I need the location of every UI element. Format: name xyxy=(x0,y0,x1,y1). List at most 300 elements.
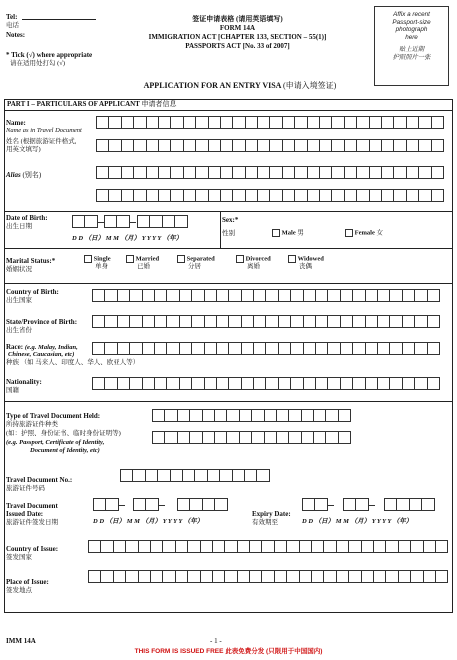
char-box[interactable] xyxy=(142,289,155,302)
char-box[interactable] xyxy=(100,540,113,553)
char-box[interactable] xyxy=(319,139,332,152)
char-box[interactable] xyxy=(278,315,291,328)
char-box[interactable] xyxy=(191,315,204,328)
char-box[interactable] xyxy=(232,189,245,202)
char-box[interactable] xyxy=(249,570,262,583)
char-box[interactable] xyxy=(377,377,390,390)
char-box[interactable] xyxy=(96,166,109,179)
char-box[interactable] xyxy=(377,315,390,328)
char-box[interactable] xyxy=(104,315,117,328)
char-box[interactable] xyxy=(133,166,146,179)
char-box[interactable] xyxy=(423,540,436,553)
char-box[interactable] xyxy=(191,342,204,355)
char-box[interactable] xyxy=(431,189,444,202)
char-box[interactable] xyxy=(142,315,155,328)
char-box[interactable] xyxy=(365,377,378,390)
char-box[interactable] xyxy=(384,498,397,511)
char-box[interactable] xyxy=(313,409,326,422)
char-box[interactable] xyxy=(303,289,316,302)
char-box[interactable] xyxy=(187,540,200,553)
alias-row-2[interactable] xyxy=(96,189,443,202)
char-box[interactable] xyxy=(195,116,208,129)
name-row-2[interactable] xyxy=(96,139,443,152)
char-box[interactable] xyxy=(393,116,406,129)
char-box[interactable] xyxy=(220,139,233,152)
char-box[interactable] xyxy=(264,431,277,444)
married-checkbox[interactable] xyxy=(126,255,134,263)
char-box[interactable] xyxy=(286,570,299,583)
char-box[interactable] xyxy=(93,498,106,511)
char-box[interactable] xyxy=(108,166,121,179)
char-box[interactable] xyxy=(239,431,252,444)
char-box[interactable] xyxy=(133,189,146,202)
char-box[interactable] xyxy=(303,377,316,390)
char-box[interactable] xyxy=(220,166,233,179)
char-box[interactable] xyxy=(154,289,167,302)
char-box[interactable] xyxy=(356,166,369,179)
char-box[interactable] xyxy=(414,289,427,302)
char-box[interactable] xyxy=(274,540,287,553)
char-box[interactable] xyxy=(331,116,344,129)
char-box[interactable] xyxy=(325,431,338,444)
char-box[interactable] xyxy=(381,189,394,202)
coi-row[interactable] xyxy=(88,540,447,553)
char-box[interactable] xyxy=(245,189,258,202)
char-box[interactable] xyxy=(146,139,159,152)
char-box[interactable] xyxy=(142,377,155,390)
char-box[interactable] xyxy=(253,289,266,302)
char-box[interactable] xyxy=(278,377,291,390)
expiry-mm[interactable] xyxy=(343,498,368,511)
char-box[interactable] xyxy=(282,166,295,179)
char-box[interactable] xyxy=(72,215,85,228)
char-box[interactable] xyxy=(249,540,262,553)
char-box[interactable] xyxy=(393,139,406,152)
dob-mm[interactable] xyxy=(104,215,129,228)
char-box[interactable] xyxy=(253,315,266,328)
char-box[interactable] xyxy=(177,431,190,444)
char-box[interactable] xyxy=(175,540,188,553)
char-box[interactable] xyxy=(315,342,328,355)
char-box[interactable] xyxy=(228,289,241,302)
tdn-row[interactable] xyxy=(120,469,269,482)
char-box[interactable] xyxy=(340,377,353,390)
char-box[interactable] xyxy=(323,570,336,583)
char-box[interactable] xyxy=(265,342,278,355)
char-box[interactable] xyxy=(183,139,196,152)
char-box[interactable] xyxy=(237,540,250,553)
female-option[interactable]: Female 女 xyxy=(345,229,383,237)
char-box[interactable] xyxy=(365,289,378,302)
char-box[interactable] xyxy=(265,315,278,328)
char-box[interactable] xyxy=(261,570,274,583)
char-box[interactable] xyxy=(265,377,278,390)
char-box[interactable] xyxy=(146,189,159,202)
char-box[interactable] xyxy=(365,342,378,355)
char-box[interactable] xyxy=(414,377,427,390)
char-box[interactable] xyxy=(396,498,409,511)
divorced-checkbox[interactable] xyxy=(236,255,244,263)
char-box[interactable] xyxy=(166,377,179,390)
char-box[interactable] xyxy=(204,289,217,302)
char-box[interactable] xyxy=(398,540,411,553)
char-box[interactable] xyxy=(257,116,270,129)
char-box[interactable] xyxy=(241,342,254,355)
char-box[interactable] xyxy=(204,377,217,390)
char-box[interactable] xyxy=(105,498,118,511)
char-box[interactable] xyxy=(282,139,295,152)
char-box[interactable] xyxy=(170,189,183,202)
char-box[interactable] xyxy=(257,166,270,179)
char-box[interactable] xyxy=(104,289,117,302)
char-box[interactable] xyxy=(269,139,282,152)
char-box[interactable] xyxy=(301,431,314,444)
char-box[interactable] xyxy=(315,315,328,328)
widowed-checkbox[interactable] xyxy=(288,255,296,263)
char-box[interactable] xyxy=(224,540,237,553)
char-box[interactable] xyxy=(129,377,142,390)
char-box[interactable] xyxy=(385,570,398,583)
char-box[interactable] xyxy=(410,540,423,553)
char-box[interactable] xyxy=(179,315,192,328)
char-box[interactable] xyxy=(244,469,257,482)
char-box[interactable] xyxy=(418,116,431,129)
char-box[interactable] xyxy=(150,540,163,553)
char-box[interactable] xyxy=(220,116,233,129)
char-box[interactable] xyxy=(355,498,368,511)
char-box[interactable] xyxy=(113,570,126,583)
marital-married[interactable]: Married 已婚 xyxy=(126,255,159,271)
char-box[interactable] xyxy=(356,189,369,202)
alias-row-1[interactable] xyxy=(96,166,443,179)
char-box[interactable] xyxy=(319,166,332,179)
char-box[interactable] xyxy=(214,409,227,422)
char-box[interactable] xyxy=(356,116,369,129)
char-box[interactable] xyxy=(179,377,192,390)
char-box[interactable] xyxy=(327,289,340,302)
tel-field[interactable] xyxy=(22,19,96,20)
char-box[interactable] xyxy=(157,469,170,482)
char-box[interactable] xyxy=(340,342,353,355)
issued-yyyy[interactable] xyxy=(177,498,227,511)
char-box[interactable] xyxy=(104,377,117,390)
char-box[interactable] xyxy=(344,166,357,179)
char-box[interactable] xyxy=(327,342,340,355)
char-box[interactable] xyxy=(216,342,229,355)
char-box[interactable] xyxy=(315,289,328,302)
char-box[interactable] xyxy=(158,166,171,179)
char-box[interactable] xyxy=(288,409,301,422)
char-box[interactable] xyxy=(232,469,245,482)
char-box[interactable] xyxy=(389,315,402,328)
char-box[interactable] xyxy=(219,469,232,482)
char-box[interactable] xyxy=(200,540,213,553)
char-box[interactable] xyxy=(257,189,270,202)
char-box[interactable] xyxy=(369,189,382,202)
char-box[interactable] xyxy=(88,540,101,553)
issued-mm[interactable] xyxy=(133,498,158,511)
ttd-row-2[interactable] xyxy=(152,431,350,444)
char-box[interactable] xyxy=(228,315,241,328)
char-box[interactable] xyxy=(164,431,177,444)
char-box[interactable] xyxy=(149,215,162,228)
char-box[interactable] xyxy=(418,139,431,152)
char-box[interactable] xyxy=(194,469,207,482)
char-box[interactable] xyxy=(162,570,175,583)
char-box[interactable] xyxy=(365,315,378,328)
char-box[interactable] xyxy=(177,409,190,422)
char-box[interactable] xyxy=(427,289,440,302)
char-box[interactable] xyxy=(202,409,215,422)
char-box[interactable] xyxy=(256,469,269,482)
char-box[interactable] xyxy=(278,342,291,355)
char-box[interactable] xyxy=(145,469,158,482)
char-box[interactable] xyxy=(361,540,374,553)
char-box[interactable] xyxy=(154,342,167,355)
char-box[interactable] xyxy=(340,289,353,302)
char-box[interactable] xyxy=(202,498,215,511)
char-box[interactable] xyxy=(301,409,314,422)
char-box[interactable] xyxy=(402,377,415,390)
char-box[interactable] xyxy=(125,540,138,553)
char-box[interactable] xyxy=(276,409,289,422)
char-box[interactable] xyxy=(261,540,274,553)
char-box[interactable] xyxy=(373,540,386,553)
char-box[interactable] xyxy=(406,139,419,152)
dob-dd[interactable] xyxy=(72,215,97,228)
char-box[interactable] xyxy=(431,116,444,129)
char-box[interactable] xyxy=(253,377,266,390)
char-box[interactable] xyxy=(170,166,183,179)
char-box[interactable] xyxy=(245,166,258,179)
char-box[interactable] xyxy=(344,139,357,152)
char-box[interactable] xyxy=(232,139,245,152)
char-box[interactable] xyxy=(132,469,145,482)
char-box[interactable] xyxy=(189,498,202,511)
char-box[interactable] xyxy=(166,289,179,302)
single-checkbox[interactable] xyxy=(84,255,92,263)
char-box[interactable] xyxy=(179,289,192,302)
char-box[interactable] xyxy=(331,189,344,202)
char-box[interactable] xyxy=(96,116,109,129)
char-box[interactable] xyxy=(431,139,444,152)
char-box[interactable] xyxy=(414,315,427,328)
char-box[interactable] xyxy=(202,431,215,444)
char-box[interactable] xyxy=(113,540,126,553)
char-box[interactable] xyxy=(282,116,295,129)
char-box[interactable] xyxy=(290,342,303,355)
char-box[interactable] xyxy=(410,570,423,583)
char-box[interactable] xyxy=(319,189,332,202)
char-box[interactable] xyxy=(348,570,361,583)
char-box[interactable] xyxy=(338,431,351,444)
char-box[interactable] xyxy=(398,570,411,583)
char-box[interactable] xyxy=(290,377,303,390)
marital-divorced[interactable]: Divorced 离婚 xyxy=(236,255,271,271)
separated-checkbox[interactable] xyxy=(177,255,185,263)
char-box[interactable] xyxy=(327,315,340,328)
char-box[interactable] xyxy=(361,570,374,583)
cob-row[interactable] xyxy=(92,289,439,302)
char-box[interactable] xyxy=(224,570,237,583)
char-box[interactable] xyxy=(208,189,221,202)
char-box[interactable] xyxy=(174,215,187,228)
char-box[interactable] xyxy=(129,315,142,328)
char-box[interactable] xyxy=(108,189,121,202)
char-box[interactable] xyxy=(166,315,179,328)
char-box[interactable] xyxy=(214,498,227,511)
char-box[interactable] xyxy=(216,315,229,328)
char-box[interactable] xyxy=(216,377,229,390)
char-box[interactable] xyxy=(208,116,221,129)
char-box[interactable] xyxy=(92,289,105,302)
char-box[interactable] xyxy=(385,540,398,553)
char-box[interactable] xyxy=(427,315,440,328)
dob-yyyy[interactable] xyxy=(137,215,187,228)
marital-single[interactable]: Single 单身 xyxy=(84,255,111,271)
char-box[interactable] xyxy=(352,289,365,302)
char-box[interactable] xyxy=(307,139,320,152)
char-box[interactable] xyxy=(100,570,113,583)
char-box[interactable] xyxy=(406,116,419,129)
char-box[interactable] xyxy=(183,189,196,202)
char-box[interactable] xyxy=(239,409,252,422)
char-box[interactable] xyxy=(427,342,440,355)
char-box[interactable] xyxy=(241,289,254,302)
char-box[interactable] xyxy=(191,289,204,302)
char-box[interactable] xyxy=(208,166,221,179)
char-box[interactable] xyxy=(435,570,448,583)
char-box[interactable] xyxy=(303,315,316,328)
female-checkbox[interactable] xyxy=(345,229,353,237)
char-box[interactable] xyxy=(352,315,365,328)
char-box[interactable] xyxy=(377,289,390,302)
char-box[interactable] xyxy=(245,116,258,129)
char-box[interactable] xyxy=(241,377,254,390)
char-box[interactable] xyxy=(138,570,151,583)
char-box[interactable] xyxy=(294,116,307,129)
char-box[interactable] xyxy=(150,570,163,583)
char-box[interactable] xyxy=(108,116,121,129)
char-box[interactable] xyxy=(170,469,183,482)
race-row[interactable] xyxy=(92,342,439,355)
char-box[interactable] xyxy=(158,189,171,202)
char-box[interactable] xyxy=(264,409,277,422)
nat-row[interactable] xyxy=(92,377,439,390)
char-box[interactable] xyxy=(253,342,266,355)
name-row-1[interactable] xyxy=(96,116,443,129)
char-box[interactable] xyxy=(117,289,130,302)
char-box[interactable] xyxy=(331,166,344,179)
char-box[interactable] xyxy=(313,431,326,444)
char-box[interactable] xyxy=(145,498,158,511)
char-box[interactable] xyxy=(216,289,229,302)
char-box[interactable] xyxy=(290,289,303,302)
char-box[interactable] xyxy=(212,570,225,583)
char-box[interactable] xyxy=(325,409,338,422)
char-box[interactable] xyxy=(146,166,159,179)
char-box[interactable] xyxy=(307,189,320,202)
char-box[interactable] xyxy=(214,431,227,444)
char-box[interactable] xyxy=(307,166,320,179)
char-box[interactable] xyxy=(121,116,134,129)
char-box[interactable] xyxy=(418,166,431,179)
issued-dd[interactable] xyxy=(93,498,118,511)
char-box[interactable] xyxy=(245,139,258,152)
char-box[interactable] xyxy=(232,166,245,179)
char-box[interactable] xyxy=(389,377,402,390)
char-box[interactable] xyxy=(414,342,427,355)
char-box[interactable] xyxy=(208,139,221,152)
char-box[interactable] xyxy=(344,189,357,202)
char-box[interactable] xyxy=(177,498,190,511)
char-box[interactable] xyxy=(276,431,289,444)
char-box[interactable] xyxy=(182,469,195,482)
char-box[interactable] xyxy=(352,342,365,355)
char-box[interactable] xyxy=(104,342,117,355)
char-box[interactable] xyxy=(389,342,402,355)
char-box[interactable] xyxy=(269,166,282,179)
char-box[interactable] xyxy=(344,116,357,129)
char-box[interactable] xyxy=(423,570,436,583)
char-box[interactable] xyxy=(207,469,220,482)
char-box[interactable] xyxy=(356,139,369,152)
char-box[interactable] xyxy=(164,409,177,422)
char-box[interactable] xyxy=(183,116,196,129)
char-box[interactable] xyxy=(108,139,121,152)
char-box[interactable] xyxy=(170,139,183,152)
char-box[interactable] xyxy=(257,139,270,152)
char-box[interactable] xyxy=(409,498,422,511)
char-box[interactable] xyxy=(352,377,365,390)
char-box[interactable] xyxy=(311,570,324,583)
char-box[interactable] xyxy=(323,540,336,553)
char-box[interactable] xyxy=(138,540,151,553)
char-box[interactable] xyxy=(282,189,295,202)
char-box[interactable] xyxy=(175,570,188,583)
char-box[interactable] xyxy=(302,498,315,511)
char-box[interactable] xyxy=(154,377,167,390)
char-box[interactable] xyxy=(200,570,213,583)
char-box[interactable] xyxy=(336,540,349,553)
char-box[interactable] xyxy=(96,189,109,202)
char-box[interactable] xyxy=(269,189,282,202)
char-box[interactable] xyxy=(162,540,175,553)
char-box[interactable] xyxy=(327,377,340,390)
char-box[interactable] xyxy=(393,166,406,179)
char-box[interactable] xyxy=(158,139,171,152)
char-box[interactable] xyxy=(265,289,278,302)
char-box[interactable] xyxy=(319,116,332,129)
char-box[interactable] xyxy=(402,289,415,302)
char-box[interactable] xyxy=(251,409,264,422)
char-box[interactable] xyxy=(251,431,264,444)
marital-separated[interactable]: Separated 分居 xyxy=(177,255,215,271)
char-box[interactable] xyxy=(381,166,394,179)
char-box[interactable] xyxy=(146,116,159,129)
char-box[interactable] xyxy=(179,342,192,355)
male-checkbox[interactable] xyxy=(272,229,280,237)
char-box[interactable] xyxy=(129,342,142,355)
char-box[interactable] xyxy=(88,570,101,583)
char-box[interactable] xyxy=(299,540,312,553)
char-box[interactable] xyxy=(286,540,299,553)
char-box[interactable] xyxy=(226,431,239,444)
char-box[interactable] xyxy=(204,342,217,355)
char-box[interactable] xyxy=(195,189,208,202)
char-box[interactable] xyxy=(137,215,150,228)
char-box[interactable] xyxy=(121,189,134,202)
